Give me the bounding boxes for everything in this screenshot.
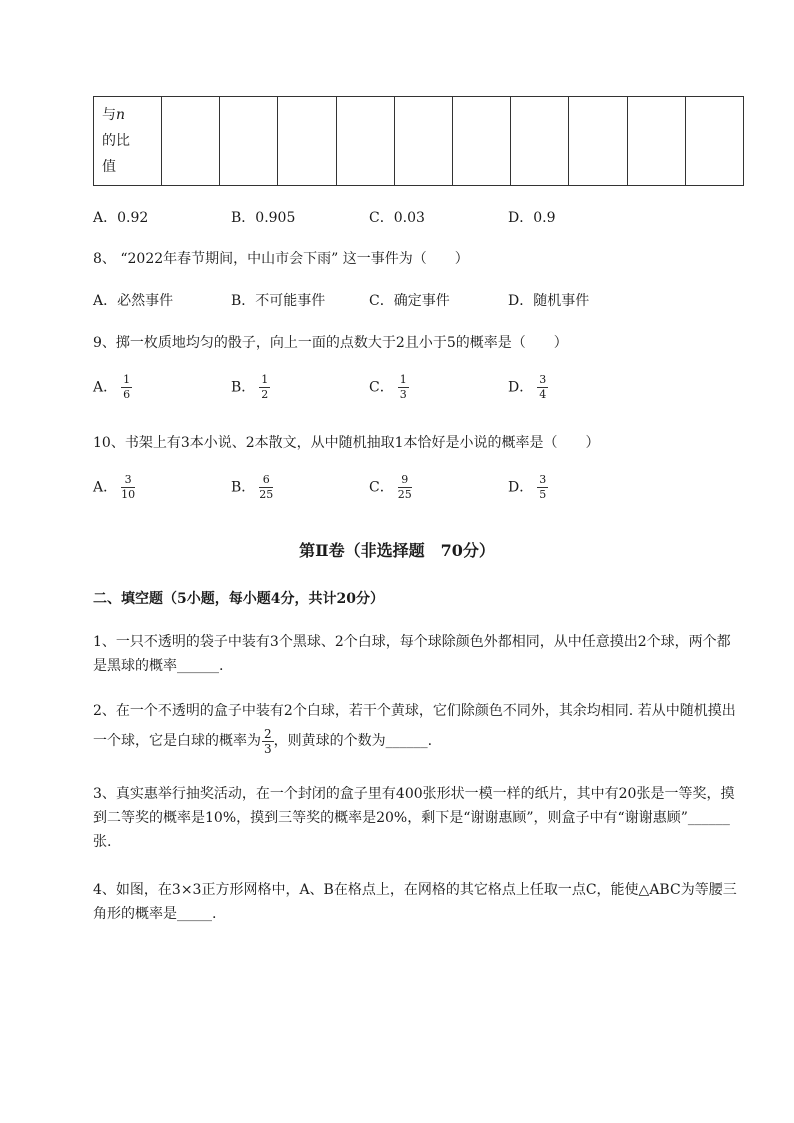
table-cell <box>569 97 627 186</box>
fill-question-1: 1、一只不透明的袋子中装有3个黑球、2个白球，每个球除颜色外都相同，从中任意摸出2个球，两个都是黑球的概率______. <box>93 634 731 674</box>
fraction <box>259 374 270 401</box>
denominator: 3 <box>264 741 272 756</box>
section-title: 第Ⅱ卷（非选择题 70分） <box>299 541 495 560</box>
denominator: 6 <box>123 388 131 401</box>
q10-option-d <box>508 474 548 501</box>
row-label-part2: 的比 <box>102 133 130 149</box>
numerator: 1 <box>261 373 269 386</box>
table-cell <box>394 97 452 186</box>
q7-option-c: C．0.03 <box>369 210 425 226</box>
frequency-table <box>93 96 744 186</box>
option-letter: C． <box>369 479 394 496</box>
fraction <box>121 474 135 501</box>
table-cell <box>511 97 569 186</box>
row-label-part1: 与 <box>102 107 116 123</box>
numerator: 3 <box>121 474 135 488</box>
table-cell <box>220 97 278 186</box>
q8-stem: 8、 “2022年春节期间，中山市会下雨” 这一事件为（ ） <box>93 251 469 267</box>
fraction <box>537 374 548 401</box>
q8-option-b: B．不可能事件 <box>231 293 326 309</box>
fraction <box>398 374 409 401</box>
table-row <box>94 97 744 186</box>
fraction <box>259 474 273 501</box>
fraction <box>262 728 274 755</box>
row-label-cell <box>94 97 162 186</box>
table-cell <box>685 97 743 186</box>
q7-option-a: A．0.92 <box>93 210 149 226</box>
q10-stem: 10、书架上有3本小说、2本散文，从中随机抽取1本恰好是小说的概率是（ ） <box>93 435 600 451</box>
q9-option-d <box>508 374 548 401</box>
option-letter: B． <box>231 379 256 396</box>
option-letter: D． <box>508 479 534 496</box>
q8-option-d: D．随机事件 <box>508 293 590 309</box>
q10-option-a <box>93 474 135 501</box>
numerator: 9 <box>398 474 412 488</box>
numerator: 1 <box>123 373 131 386</box>
q7-option-b: B．0.905 <box>231 210 296 226</box>
numerator: 2 <box>264 726 272 741</box>
denominator: 5 <box>539 488 547 501</box>
q2-text-after: ，则黄球的个数为______. <box>273 733 433 749</box>
option-letter: D． <box>508 379 534 396</box>
table-cell <box>162 97 220 186</box>
q9-stem: 9、掷一枚质地均匀的骰子，向上一面的点数大于2且小于5的概率是（ ） <box>93 335 568 351</box>
denominator: 25 <box>397 488 412 501</box>
fill-question-2 <box>93 696 743 756</box>
q9-option-b <box>231 374 270 401</box>
q9-option-a <box>93 374 132 401</box>
option-letter: B． <box>231 479 256 496</box>
numerator: 3 <box>539 473 547 486</box>
table-cell <box>627 97 685 186</box>
fraction <box>537 474 548 501</box>
option-letter: A． <box>93 479 118 496</box>
table-cell <box>278 97 336 186</box>
section-subtitle: 二、填空题（5小题，每小题4分，共计20分） <box>93 591 384 607</box>
row-label-variable: n <box>116 107 126 123</box>
q10-option-b <box>231 474 273 501</box>
q9-option-c <box>369 374 409 401</box>
denominator: 2 <box>261 388 269 401</box>
q10-option-c <box>369 474 412 501</box>
fraction <box>121 374 132 401</box>
q2-text-before: 2、在一个不透明的盒子中装有2个白球，若干个黄球，它们除颜色不同外，其余均相同. 若从中随机摸出一个球，它是白球的概率为 <box>93 703 736 749</box>
numerator: 3 <box>539 373 547 386</box>
fill-question-3: 3、真实惠举行抽奖活动，在一个封闭的盒子里有400张形状一模一样的纸片，其中有20张是一等奖，摸到二等奖的概率是10%，摸到三等奖的概率是20%，剩下是“谢谢惠顾”，则盒子中有“谢谢惠顾”______张. <box>93 786 735 850</box>
fraction <box>398 474 412 501</box>
row-label-part3: 值 <box>102 159 116 175</box>
table-cell <box>336 97 394 186</box>
denominator: 3 <box>399 388 407 401</box>
table-cell <box>452 97 510 186</box>
denominator: 10 <box>121 488 136 501</box>
option-letter: C． <box>369 379 394 396</box>
q8-option-a: A．必然事件 <box>93 293 174 309</box>
option-letter: A． <box>93 379 118 396</box>
numerator: 6 <box>259 474 273 488</box>
denominator: 25 <box>259 488 274 501</box>
q7-option-d: D．0.9 <box>508 210 556 226</box>
denominator: 4 <box>539 388 547 401</box>
fill-question-4: 4、如图，在3×3正方形网格中，A、B在格点上，在网格的其它格点上任取一点C，能使△ABC为等腰三角形的概率是_____. <box>93 882 737 922</box>
q8-option-c: C．确定事件 <box>369 293 450 309</box>
numerator: 1 <box>399 373 407 386</box>
